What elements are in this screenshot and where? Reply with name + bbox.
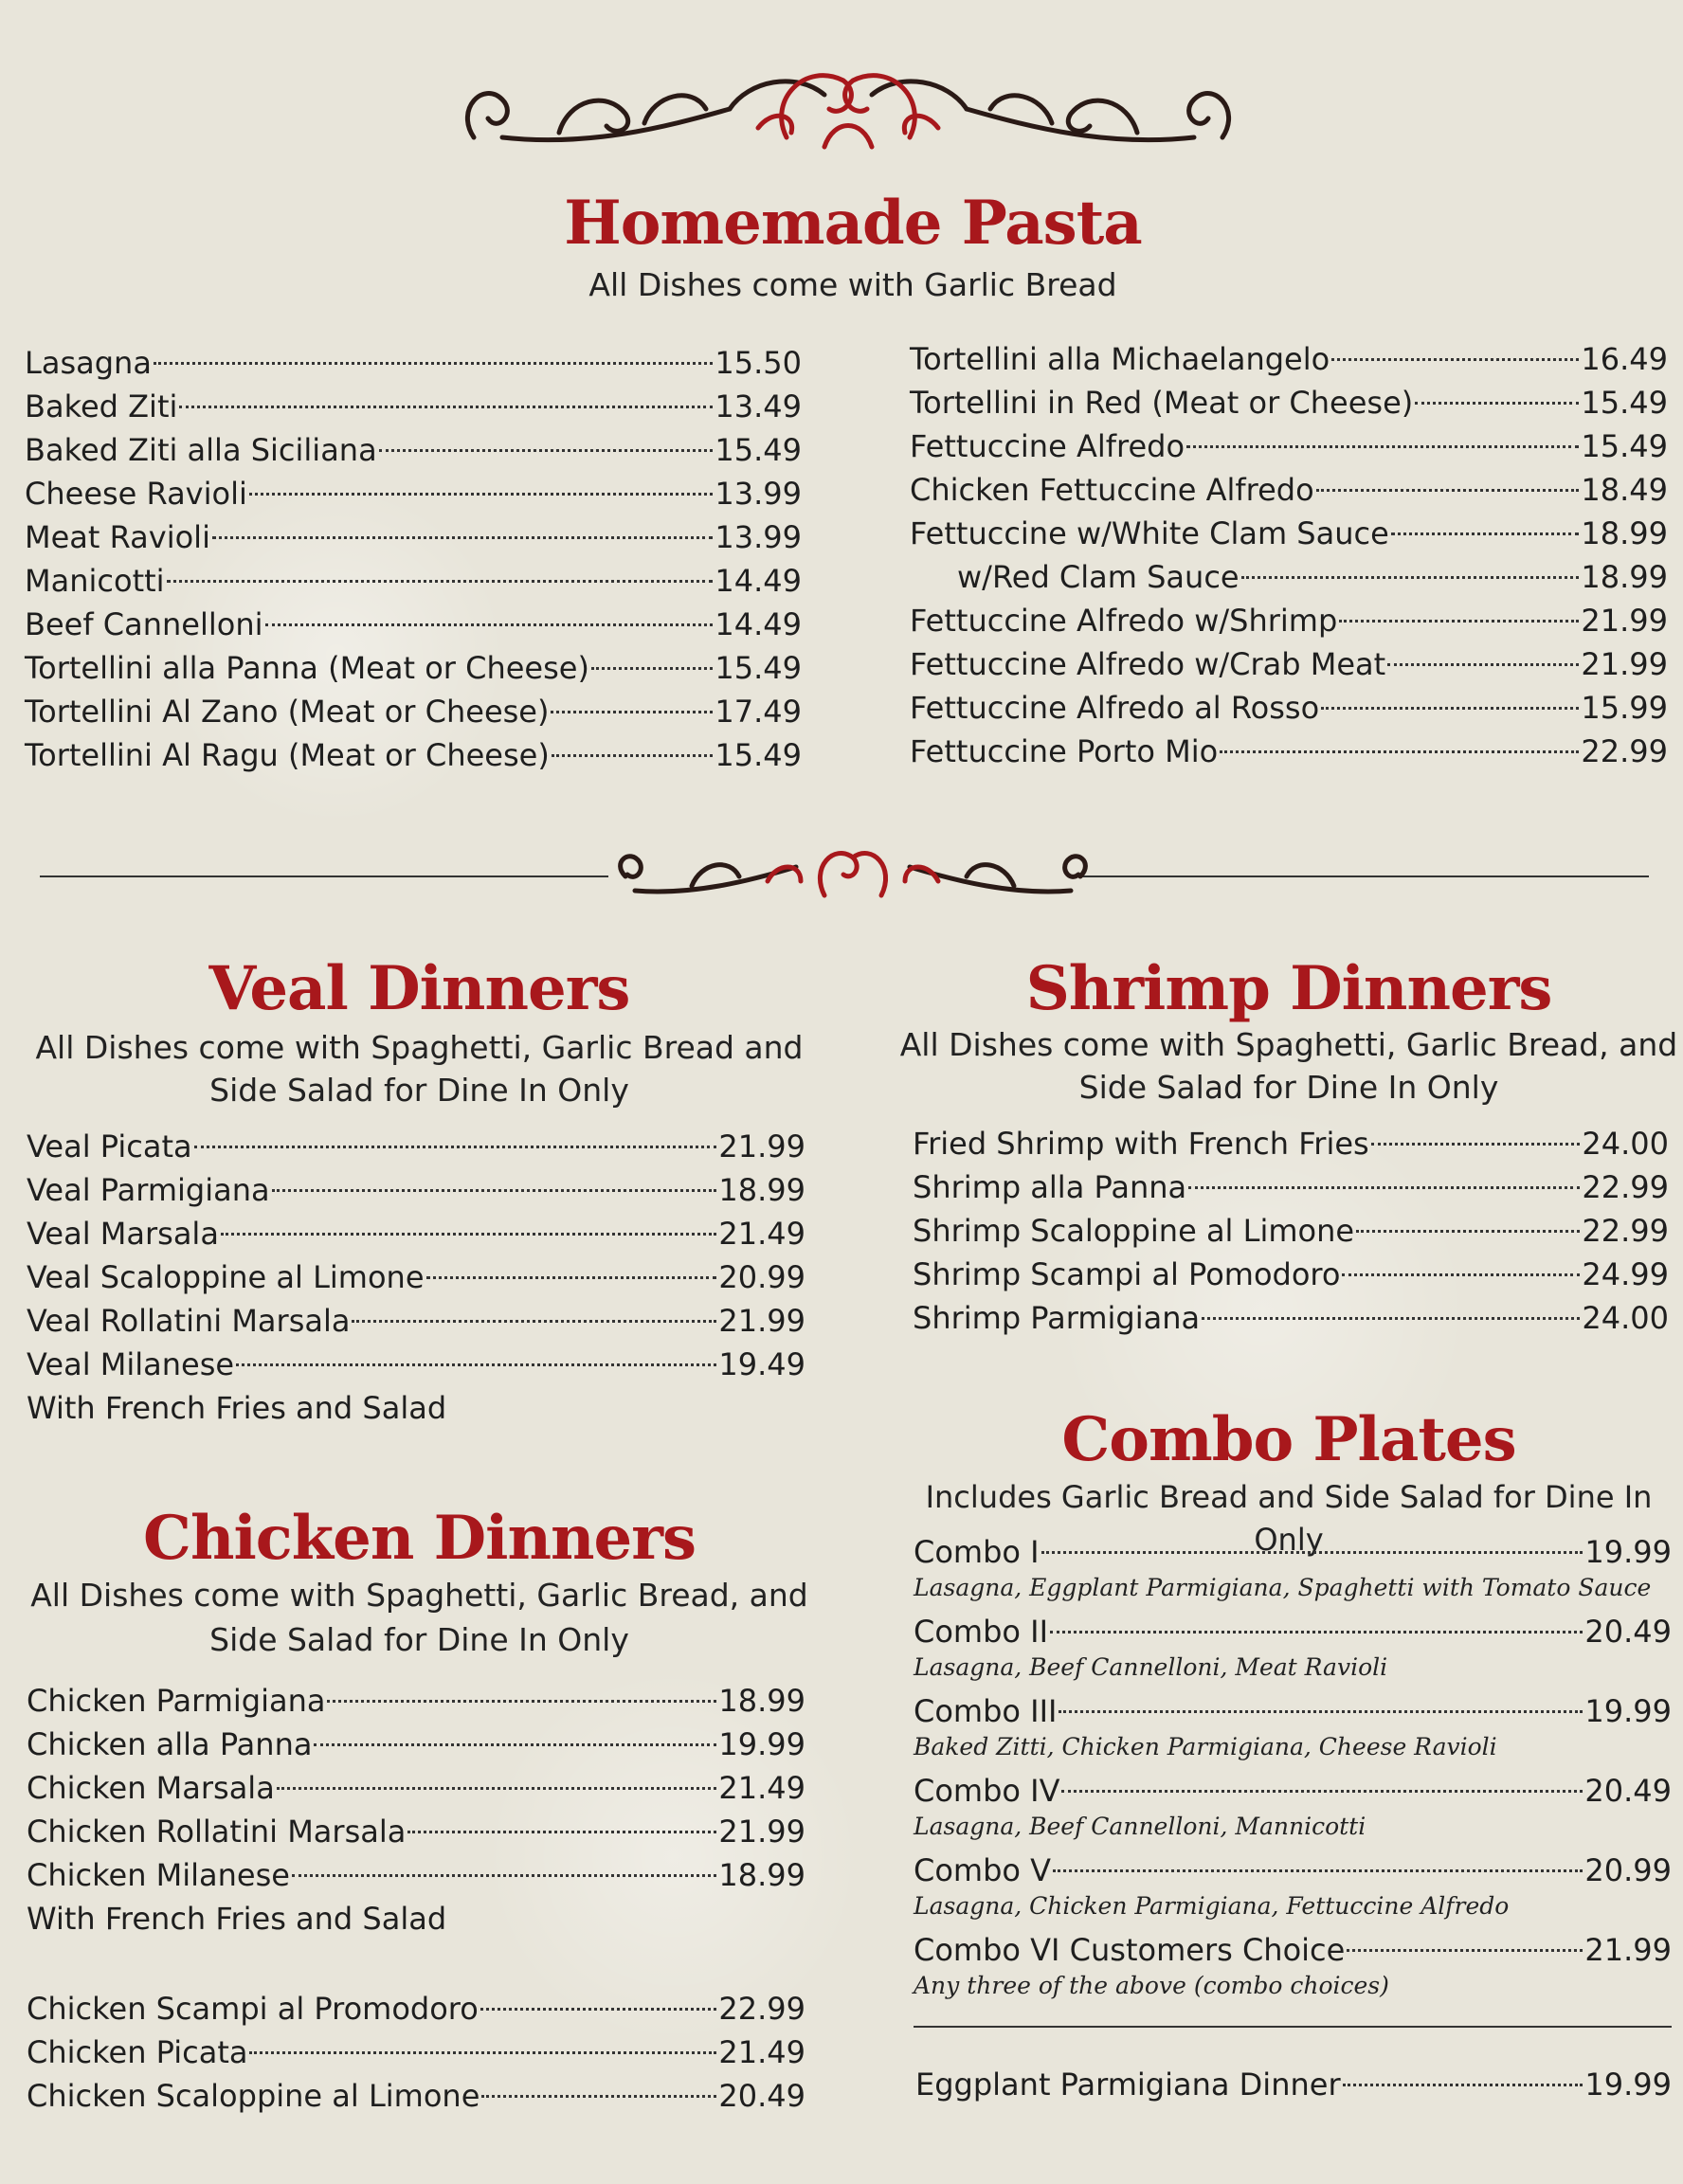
menu-item: Fettuccine Porto Mio 22.99 bbox=[910, 733, 1668, 769]
menu-item: Shrimp Scaloppine al Limone 22.99 bbox=[913, 1213, 1669, 1249]
combo-item: Combo IV 20.49 bbox=[914, 1773, 1672, 1809]
menu-item: Fettuccine Alfredo 15.49 bbox=[910, 428, 1668, 464]
chicken-list-extra bbox=[27, 1987, 805, 2118]
combo-item: Combo V 20.99 bbox=[914, 1852, 1672, 1888]
menu-item: Chicken Scaloppine al Limone 20.49 bbox=[27, 2078, 805, 2114]
combo-subtitle: Includes Garlic Bread and Side Salad for Dine In Only bbox=[925, 1479, 1653, 1558]
menu-item: Shrimp alla Panna 22.99 bbox=[913, 1169, 1669, 1205]
menu-item: Chicken Rollatini Marsala 21.99 bbox=[27, 1814, 805, 1850]
combo-item: Combo VI Customers Choice 21.99 bbox=[914, 1932, 1672, 1968]
menu-item: Fettuccine w/White Clam Sauce 18.99 bbox=[910, 515, 1668, 551]
menu-item: Veal Marsala 21.49 bbox=[27, 1216, 805, 1252]
menu-item: Meat Ravioli 13.99 bbox=[25, 519, 802, 555]
menu-item: Chicken Scampi al Promodoro 22.99 bbox=[27, 1991, 805, 2027]
menu-item: Chicken alla Panna 19.99 bbox=[27, 1726, 805, 1762]
menu-item: Veal Rollatini Marsala 21.99 bbox=[27, 1303, 805, 1339]
menu-item: Tortellini in Red (Meat or Cheese) 15.49 bbox=[910, 385, 1668, 421]
shrimp-subtitle-line2: Side Salad for Dine In Only bbox=[1078, 1069, 1499, 1106]
pasta-list-left bbox=[25, 341, 802, 777]
combo-description: Lasagna, Chicken Parmigiana, Fettuccine Alfredo bbox=[914, 1892, 1510, 1920]
menu-item: Manicotti 14.49 bbox=[25, 563, 802, 599]
veal-subtitle-line1: All Dishes come with Spaghetti, Garlic Bread and bbox=[35, 1029, 804, 1066]
menu-item: Tortellini alla Panna (Meat or Cheese) 15.49 bbox=[25, 650, 802, 686]
combo-item: Combo III 19.99 bbox=[914, 1693, 1672, 1729]
shrimp-title: Shrimp Dinners bbox=[1025, 953, 1552, 1024]
menu-item: Tortellini Al Zano (Meat or Cheese) 17.49 bbox=[25, 694, 802, 730]
menu-item: Chicken Marsala 21.49 bbox=[27, 1770, 805, 1806]
shrimp-list bbox=[913, 1122, 1669, 1340]
chicken-note: With French Fries and Salad bbox=[27, 1901, 447, 1937]
combo-description: Any three of the above (combo choices) bbox=[914, 1972, 1389, 1999]
combo-description: Baked Zitti, Chicken Parmigiana, Cheese Ravioli bbox=[914, 1733, 1497, 1760]
combo-list bbox=[914, 1533, 1672, 2011]
menu-item: Shrimp Scampi al Pomodoro 24.99 bbox=[913, 1256, 1669, 1292]
veal-subtitle-line2: Side Salad for Dine In Only bbox=[209, 1072, 629, 1109]
menu-item: Fettuccine Alfredo w/Crab Meat 21.99 bbox=[910, 646, 1668, 682]
menu-item: Beef Cannelloni 14.49 bbox=[25, 606, 802, 642]
menu-item: Veal Parmigiana 18.99 bbox=[27, 1172, 805, 1208]
menu-item: Baked Ziti alla Siciliana 15.49 bbox=[25, 432, 802, 468]
combo-item: Combo I 19.99 bbox=[914, 1534, 1672, 1570]
eggplant-list bbox=[915, 2063, 1672, 2106]
menu-item: Shrimp Parmigiana 24.00 bbox=[913, 1300, 1669, 1336]
menu-item: w/Red Clam Sauce 18.99 bbox=[957, 559, 1668, 595]
combo-description: Lasagna, Beef Cannelloni, Mannicotti bbox=[914, 1813, 1366, 1840]
menu-item: Tortellini alla Michaelangelo 16.49 bbox=[910, 341, 1668, 377]
divider-line-right bbox=[1080, 875, 1649, 877]
menu-item: Baked Ziti 13.49 bbox=[25, 388, 802, 424]
chicken-subtitle-line1: All Dishes come with Spaghetti, Garlic Bread, and bbox=[30, 1577, 808, 1614]
chicken-subtitle-line2: Side Salad for Dine In Only bbox=[209, 1621, 629, 1658]
shrimp-subtitle-line1: All Dishes come with Spaghetti, Garlic Bread, and bbox=[899, 1026, 1678, 1063]
menu-item: Fettuccine Alfredo w/Shrimp 21.99 bbox=[910, 603, 1668, 639]
menu-item: Chicken Parmigiana 18.99 bbox=[27, 1683, 805, 1719]
menu-item: Cheese Ravioli 13.99 bbox=[25, 476, 802, 512]
divider-line-left bbox=[40, 875, 608, 877]
chicken-list bbox=[27, 1679, 805, 1940]
menu-item: Lasagna 15.50 bbox=[25, 345, 802, 381]
combo-divider-line bbox=[914, 2026, 1672, 2028]
combo-item: Combo II 20.49 bbox=[914, 1614, 1672, 1650]
veal-list bbox=[27, 1125, 805, 1430]
menu-item: Tortellini Al Ragu (Meat or Cheese) 15.49 bbox=[25, 737, 802, 773]
menu-item: Fettuccine Alfredo al Rosso 15.99 bbox=[910, 690, 1668, 726]
top-scroll-ornament bbox=[445, 43, 1251, 175]
chicken-title: Chicken Dinners bbox=[143, 1503, 696, 1574]
menu-item: Veal Milanese 19.49 bbox=[27, 1346, 805, 1382]
combo-description: Lasagna, Eggplant Parmigiana, Spaghetti with Tomato Sauce bbox=[914, 1574, 1652, 1601]
menu-item: Veal Scaloppine al Limone 20.99 bbox=[27, 1259, 805, 1295]
menu-item: Eggplant Parmigiana Dinner 19.99 bbox=[915, 2067, 1672, 2103]
menu-item: Chicken Picata 21.49 bbox=[27, 2034, 805, 2070]
pasta-title: Homemade Pasta bbox=[564, 188, 1142, 259]
veal-note: With French Fries and Salad bbox=[27, 1390, 447, 1426]
combo-title: Combo Plates bbox=[1061, 1404, 1516, 1475]
veal-title: Veal Dinners bbox=[208, 953, 630, 1024]
combo-description: Lasagna, Beef Cannelloni, Meat Ravioli bbox=[914, 1653, 1388, 1681]
menu-item: Veal Picata 21.99 bbox=[27, 1128, 805, 1164]
menu-item: Fried Shrimp with French Fries 24.00 bbox=[913, 1126, 1669, 1162]
pasta-list-right bbox=[910, 337, 1668, 773]
pasta-subtitle: All Dishes come with Garlic Bread bbox=[588, 266, 1117, 303]
menu-item: Chicken Fettuccine Alfredo 18.49 bbox=[910, 472, 1668, 508]
center-scroll-ornament bbox=[606, 829, 1099, 924]
menu-item: Chicken Milanese 18.99 bbox=[27, 1857, 805, 1893]
